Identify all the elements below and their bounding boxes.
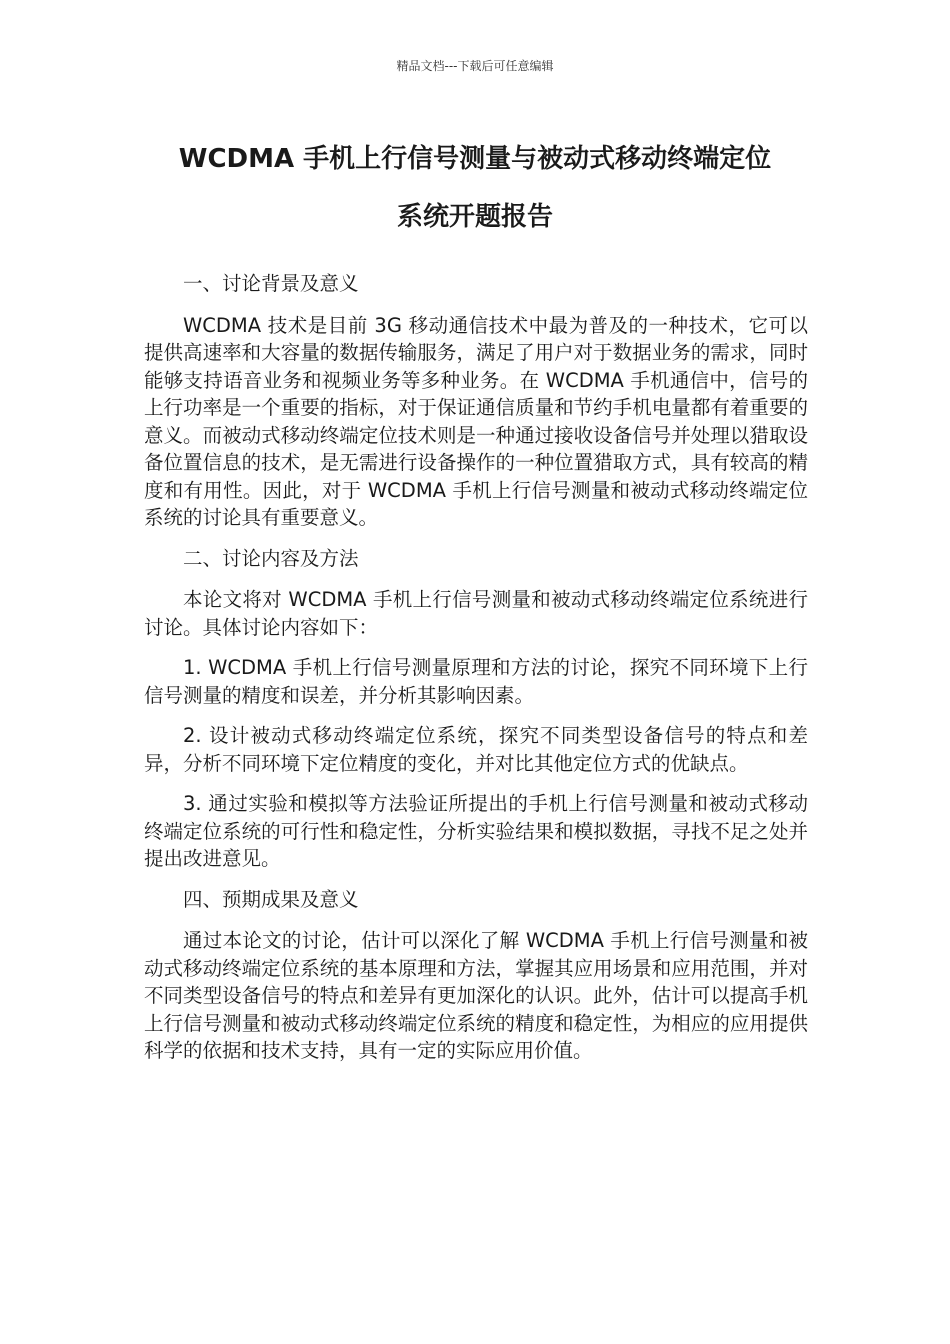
title-line-1: WCDMA 手机上行信号测量与被动式移动终端定位: [178, 144, 772, 174]
document-body: [144, 270, 808, 1078]
page-header-note: 精品文档---下载后可任意编辑: [396, 59, 554, 73]
section-heading-background: 一、讨论背景及意义: [183, 272, 359, 295]
paragraph-expected-results: 通过本论文的讨论，估计可以深化了解 WCDMA 手机上行信号测量和被动式移动终端定位系统的基本原理和方法，掌握其应用场景和应用范围，并对不同类型设备信号的特点和差异有更加深化的认识。此外，估计可以提高手机上行信号测量和被动式移动终端定位系统的精度和稳定性，为相应的应用提供科学的依据和技术支持，具有一定的实际应用价值。: [144, 929, 808, 1062]
list-item-1: 1. WCDMA 手机上行信号测量原理和方法的讨论，探究不同环境下上行信号测量的精度和误差，并分析其影响因素。: [144, 656, 808, 707]
list-item-3: 3. 通过实验和模拟等方法验证所提出的手机上行信号测量和被动式移动终端定位系统的可行性和稳定性，分析实验结果和模拟数据，寻找不足之处并提出改进意见。: [144, 792, 808, 870]
section-heading-expected-results: 四、预期成果及意义: [183, 887, 359, 911]
title-line-2: 系统开题报告: [396, 202, 553, 232]
paragraph-content-intro: 本论文将对 WCDMA 手机上行信号测量和被动式移动终端定位系统进行讨论。具体讨论内容如下：: [144, 588, 808, 639]
document-title: [120, 130, 830, 246]
list-item-2: 2. 设计被动式移动终端定位系统，探究不同类型设备信号的特点和差异，分析不同环境下定位精度的变化，并对比其他定位方式的优缺点。: [144, 724, 808, 775]
section-heading-content-method: 二、讨论内容及方法: [183, 546, 359, 570]
paragraph-background: WCDMA 技术是目前 3G 移动通信技术中最为普及的一种技术，它可以提供高速率和大容量的数据传输服务，满足了用户对于数据业务的需求，同时能够支持语音业务和视频业务等多种业务。在 WCDMA 手机通信中，信号的上行功率是一个重要的指标，对于保证通信质量和节约手机电量都有着重要的意义。而被动式移动终端定位技术则是一种通过接收设备信号并处理以猎取设备位置信息的技术，是无需进行设备操作的一种位置猎取方式，具有较高的精度和有用性。因此，对于 WCDMA 手机上行信号测量和被动式移动终端定位系统的讨论具有重要意义。: [144, 313, 808, 529]
